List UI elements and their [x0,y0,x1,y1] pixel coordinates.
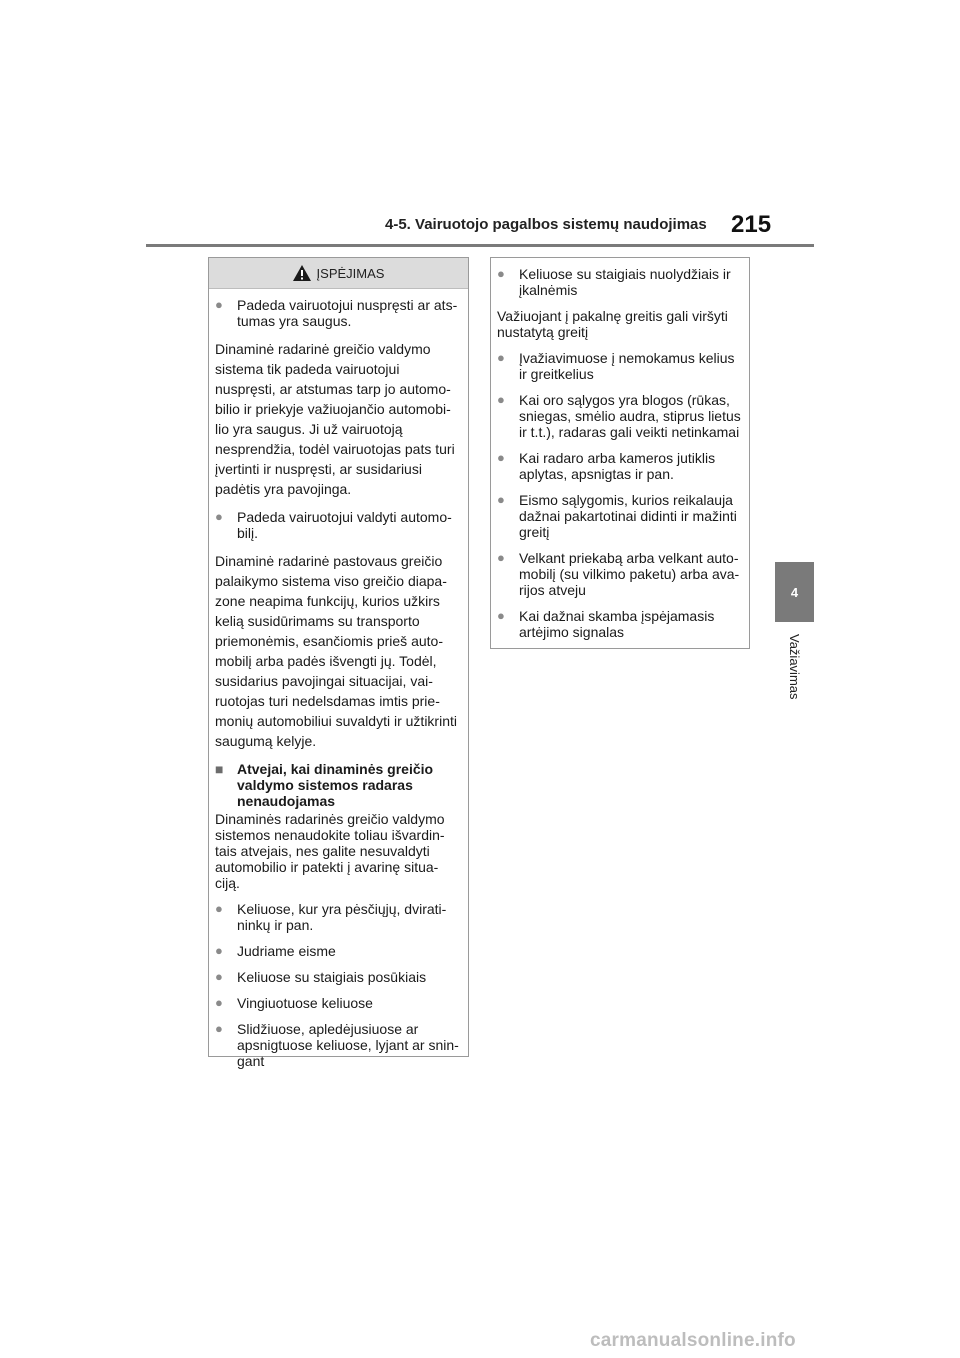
warning-content-right [491,258,749,640]
bullet-icon: ● [497,350,505,365]
list-item: ● Eismo sąlygomis, kurios reikalauja dažnai pakartotinai didinti ir mažinti greitį [497,492,737,540]
list-item: ● Keliuose su staigiais posūkiais [215,969,427,985]
bullet-icon: ● [215,1021,223,1036]
list-item: ● Padeda vairuotojui valdyti automo-bilį. [215,509,452,541]
list-item: ● Kai dažnai skamba įspėjamasis artėjimo signalas [497,608,715,640]
bullet-icon: ● [215,969,223,984]
list-item: ● Kai radaro arba kameros jutiklis aplytas, apsnigtas ir pan. [497,450,716,482]
list-item: ● Slidžiuose, apledėjusiuose ar apsnigtuose keliuose, lyjant ar snin-gant [215,1021,459,1069]
paragraph: Dinaminė radarinė pastovaus greičio palaikymo sistema viso greičio diapa-zone neapima funkcijų, kurios užkirs kelią susidūrimams su transporto priemonėmis, esančiomis prieš auto-mobilį arba padės išvengti jų. Todėl, susidarius pavojingai situacijai, vai-ruotojas turi nedelsdamas imtis prie-monių automobiliui suvaldyti ir užtikrinti saugumą kelyje. [215,553,457,749]
paragraph: Dinaminės radarinės greičio valdymo sistemos nenaudokite toliau išvardin-tais atvejais, nes galite nesuvaldyti automobilio ir patekti į avarinę situa-ciją. [215,811,445,891]
chapter-label-container [775,634,814,714]
paragraph: Dinaminė radarinė greičio valdymo sistema tik padeda vairuotojui nuspręsti, ar atstumas tarp jo automo-bilio ir priekyje važiuojančio automobi-lio yra saugus. Ji už vairuotoją nesprendžia, todėl vairuotojas pats turi įvertinti ir nuspręsti, ar susidariusi padėtis yra pavojinga. [215,341,455,497]
list-item: ● Įvažiavimuose į nemokamus kelius ir greitkelius [497,350,735,382]
list-item: ● Kai oro sąlygos yra blogos (rūkas, sniegas, smėlio audra, stiprus lietus ir t.t.), radaras gali veikti netinkamai [497,392,741,440]
bullet-icon: ● [497,608,505,623]
bullet-icon: ● [497,450,505,465]
warning-header [209,258,468,289]
bullet-icon: ● [497,266,505,281]
bullet-icon: ● [497,392,505,407]
list-item: ● Velkant priekabą arba velkant auto-mobilį (su vilkimo paketu) arba ava-rijos atveju [497,550,740,598]
bullet-icon: ● [215,509,223,524]
warning-box-left [208,257,469,1069]
watermark-logo: carmanualsonline.info [590,1330,796,1351]
chapter-tab [775,562,814,622]
header-divider [146,244,814,247]
warning-content-left [209,289,468,1069]
chapter-number: 4 [790,584,799,600]
list-item: ● Keliuose su staigiais nuolydžiais ir įkalnėmis [497,266,731,298]
warning-heading: ĮSPĖJIMAS [316,265,385,281]
square-bullet-icon: ■ [215,761,224,777]
bullet-icon: ● [497,492,505,507]
bullet-icon: ● [215,901,223,916]
paragraph: Važiuojant į pakalnę greitis gali viršyti nustatytą greitį [497,308,728,340]
bullet-icon: ● [215,995,223,1010]
list-item: ● Judriame eisme [215,943,336,959]
page-number: 215 [731,211,772,238]
warning-triangle-icon [293,265,311,281]
bullet-icon: ● [215,297,223,312]
section-title: 4-5. Vairuotojo pagalbos sistemų naudojimas [385,216,707,233]
list-item: ● Vingiuotuose keliuose [215,995,373,1011]
bullet-icon: ● [215,943,223,958]
bullet-icon: ● [497,550,505,565]
list-item: ● Keliuose, kur yra pėsčiųjų, dvirati-ninkų ir pan. [215,901,447,933]
warning-box-right [490,257,750,649]
subheading: ■ Atvejai, kai dinaminės greičio valdymo sistemos radaras nenaudojamas [215,761,434,809]
list-item: ● Padeda vairuotojui nuspręsti ar ats-tumas yra saugus. [215,297,458,329]
chapter-label: Važiavimas [787,634,802,700]
